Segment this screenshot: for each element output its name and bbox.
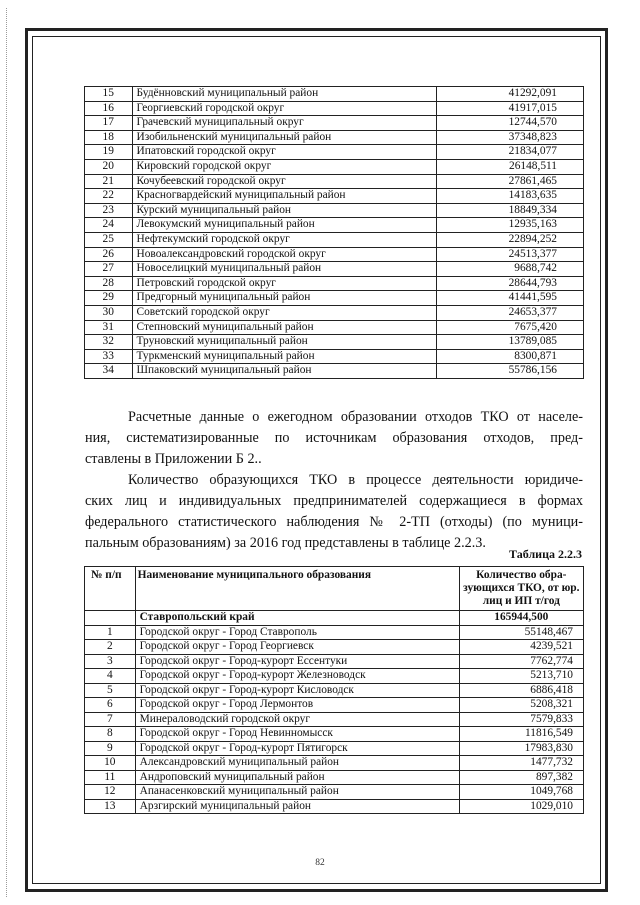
waste-value: 13789,085 bbox=[436, 335, 583, 350]
table-cell bbox=[85, 611, 136, 626]
row-number: 17 bbox=[85, 116, 133, 131]
row-number: 32 bbox=[85, 335, 133, 350]
waste-value: 6886,418 bbox=[459, 683, 583, 698]
row-number: 27 bbox=[85, 262, 133, 277]
municipality-name: Степновский муниципальный район bbox=[132, 320, 436, 335]
row-number: 4 bbox=[85, 669, 136, 684]
row-number: 15 bbox=[85, 87, 133, 102]
row-number: 9 bbox=[85, 741, 136, 756]
municipality-name: Городской округ - Город-курорт Ессентуки bbox=[135, 654, 459, 669]
table-header-row bbox=[85, 567, 584, 611]
waste-value: 41917,015 bbox=[436, 101, 583, 116]
waste-value: 9688,742 bbox=[436, 262, 583, 277]
row-number: 11 bbox=[85, 770, 136, 785]
municipality-name: Туркменский муниципальный район bbox=[132, 349, 436, 364]
row-number: 12 bbox=[85, 785, 136, 800]
row-number: 26 bbox=[85, 247, 133, 262]
table-row bbox=[85, 189, 584, 204]
row-number: 22 bbox=[85, 189, 133, 204]
waste-value: 1477,732 bbox=[459, 756, 583, 771]
table-row bbox=[85, 640, 584, 655]
waste-value: 1029,010 bbox=[459, 799, 583, 814]
table-row bbox=[85, 262, 584, 277]
municipality-name: Городской округ - Город-курорт Пятигорск bbox=[135, 741, 459, 756]
table-row bbox=[85, 276, 584, 291]
row-number: 16 bbox=[85, 101, 133, 116]
paragraph-line: ния, систематизированные по источникам образования отходов, пред- bbox=[85, 430, 583, 446]
table-row bbox=[85, 785, 584, 800]
row-number: 24 bbox=[85, 218, 133, 233]
municipality-name: Нефтекумский городской округ bbox=[132, 232, 436, 247]
municipality-name: Кировский городской округ bbox=[132, 159, 436, 174]
waste-value: 4239,521 bbox=[459, 640, 583, 655]
waste-value: 12935,163 bbox=[436, 218, 583, 233]
table-row bbox=[85, 335, 584, 350]
table-row bbox=[85, 654, 584, 669]
waste-value: 7579,833 bbox=[459, 712, 583, 727]
municipality-name: Курский муниципальный район bbox=[132, 203, 436, 218]
municipality-name: Городской округ - Город Георгиевск bbox=[135, 640, 459, 655]
municipal-waste-table-continued bbox=[84, 86, 584, 379]
table-row bbox=[85, 727, 584, 742]
table-row bbox=[85, 698, 584, 713]
row-number: 30 bbox=[85, 305, 133, 320]
waste-value: 55148,467 bbox=[459, 625, 583, 640]
waste-value: 17983,830 bbox=[459, 741, 583, 756]
row-number: 5 bbox=[85, 683, 136, 698]
table-row bbox=[85, 145, 584, 160]
municipality-name: Левокумский муниципальный район bbox=[132, 218, 436, 233]
municipality-name: Ипатовский городской округ bbox=[132, 145, 436, 160]
row-number: 23 bbox=[85, 203, 133, 218]
row-number: 7 bbox=[85, 712, 136, 727]
table-row bbox=[85, 247, 584, 262]
waste-value: 28644,793 bbox=[436, 276, 583, 291]
table-row bbox=[85, 756, 584, 771]
row-number: 1 bbox=[85, 625, 136, 640]
municipality-name: Шпаковский муниципальный район bbox=[132, 364, 436, 379]
row-number: 28 bbox=[85, 276, 133, 291]
waste-value: 41441,595 bbox=[436, 291, 583, 306]
waste-value: 14183,635 bbox=[436, 189, 583, 204]
table-row bbox=[85, 741, 584, 756]
waste-value: 21834,077 bbox=[436, 145, 583, 160]
municipality-name: Петровский городской округ bbox=[132, 276, 436, 291]
table-row bbox=[85, 305, 584, 320]
row-number: 6 bbox=[85, 698, 136, 713]
waste-value: 27861,465 bbox=[436, 174, 583, 189]
table-row bbox=[85, 159, 584, 174]
municipality-name: Городской округ - Город Невинномысск bbox=[135, 727, 459, 742]
municipality-name: Городской округ - Город-курорт Железноводск bbox=[135, 669, 459, 684]
row-number: 18 bbox=[85, 130, 133, 145]
municipality-name: Александровский муниципальный район bbox=[135, 756, 459, 771]
municipality-name: Городской округ - Город Лермонтов bbox=[135, 698, 459, 713]
row-number: 21 bbox=[85, 174, 133, 189]
table-row bbox=[85, 712, 584, 727]
municipality-name: Грачевский муниципальный округ bbox=[132, 116, 436, 131]
table-row bbox=[85, 203, 584, 218]
row-number: 3 bbox=[85, 654, 136, 669]
municipality-name: Минераловодский городской округ bbox=[135, 712, 459, 727]
municipality-name: Предгорный муниципальный район bbox=[132, 291, 436, 306]
row-number: 8 bbox=[85, 727, 136, 742]
table-row bbox=[85, 87, 584, 102]
paragraph-line: федерального статистического наблюдения № 2-ТП (отходы) (по муници- bbox=[85, 514, 583, 530]
municipality-name: Городской округ - Город-курорт Кисловодск bbox=[135, 683, 459, 698]
waste-value: 12744,570 bbox=[436, 116, 583, 131]
waste-value: 18849,334 bbox=[436, 203, 583, 218]
municipality-name: Труновский муниципальный район bbox=[132, 335, 436, 350]
table-row bbox=[85, 218, 584, 233]
table-row bbox=[85, 174, 584, 189]
waste-value: 7762,774 bbox=[459, 654, 583, 669]
waste-value: 7675,420 bbox=[436, 320, 583, 335]
waste-value: 8300,871 bbox=[436, 349, 583, 364]
row-number: 33 bbox=[85, 349, 133, 364]
scan-margin-dots bbox=[6, 8, 7, 897]
waste-value: 55786,156 bbox=[436, 364, 583, 379]
municipality-name: Арзгирский муниципальный район bbox=[135, 799, 459, 814]
legal-entities-waste-table bbox=[84, 566, 584, 814]
table-row bbox=[85, 291, 584, 306]
row-number: 19 bbox=[85, 145, 133, 160]
waste-value: 11816,549 bbox=[459, 727, 583, 742]
waste-value: 22894,252 bbox=[436, 232, 583, 247]
paragraph-line: пальным образованиям) за 2016 год представлены в таблице 2.2.3. bbox=[85, 535, 486, 551]
waste-value: 24653,377 bbox=[436, 305, 583, 320]
municipality-name: Городской округ - Город Ставрополь bbox=[135, 625, 459, 640]
table-row bbox=[85, 101, 584, 116]
waste-value: 24513,377 bbox=[436, 247, 583, 262]
waste-value: 897,382 bbox=[459, 770, 583, 785]
table-caption: Таблица 2.2.3 bbox=[509, 547, 582, 561]
row-number: 13 bbox=[85, 799, 136, 814]
table-row bbox=[85, 232, 584, 247]
row-number: 31 bbox=[85, 320, 133, 335]
table-row bbox=[85, 625, 584, 640]
table-row bbox=[85, 116, 584, 131]
header-number: № п/п bbox=[85, 567, 136, 611]
table-row bbox=[85, 683, 584, 698]
waste-value: 1049,768 bbox=[459, 785, 583, 800]
municipality-name: Андроповский муниципальный район bbox=[135, 770, 459, 785]
page-number: 82 bbox=[315, 858, 325, 868]
row-number: 2 bbox=[85, 640, 136, 655]
table-row bbox=[85, 320, 584, 335]
row-number: 25 bbox=[85, 232, 133, 247]
paragraph-line: ставлены в Приложении Б 2.. bbox=[85, 451, 262, 467]
municipality-name: Апанасенковский муниципальный район bbox=[135, 785, 459, 800]
paragraph-line: Расчетные данные о ежегодном образовании отходов ТКО от населе- bbox=[128, 409, 583, 425]
municipality-name: Новоселицкий муниципальный район bbox=[132, 262, 436, 277]
municipality-name: Изобильненский муниципальный район bbox=[132, 130, 436, 145]
waste-value: 26148,511 bbox=[436, 159, 583, 174]
table-row bbox=[85, 349, 584, 364]
table-row bbox=[85, 770, 584, 785]
region-value: 165944,500 bbox=[459, 611, 583, 626]
table-row bbox=[85, 364, 584, 379]
header-municipality: Наименование муниципального образования bbox=[135, 567, 459, 611]
table-row bbox=[85, 669, 584, 684]
waste-value: 5208,321 bbox=[459, 698, 583, 713]
waste-value: 37348,823 bbox=[436, 130, 583, 145]
paragraph-line: Количество образующихся ТКО в процессе деятельности юридиче- bbox=[128, 472, 583, 488]
header-quantity: Количество обра-зующихся ТКО, от юр. лиц и ИП т/год bbox=[459, 567, 583, 611]
municipality-name: Новоалександровский городской округ bbox=[132, 247, 436, 262]
region-total-row bbox=[85, 611, 584, 626]
waste-value: 41292,091 bbox=[436, 87, 583, 102]
paragraph-line: ских лиц и индивидуальных предпринимателей содержащиеся в формах bbox=[85, 493, 583, 509]
municipality-name: Георгиевский городской округ bbox=[132, 101, 436, 116]
row-number: 29 bbox=[85, 291, 133, 306]
table-row bbox=[85, 799, 584, 814]
paragraph-population-waste bbox=[85, 407, 583, 470]
waste-value: 5213,710 bbox=[459, 669, 583, 684]
table-row bbox=[85, 130, 584, 145]
row-number: 34 bbox=[85, 364, 133, 379]
row-number: 20 bbox=[85, 159, 133, 174]
municipality-name: Кочубеевский городской округ bbox=[132, 174, 436, 189]
municipality-name: Красногвардейский муниципальный район bbox=[132, 189, 436, 204]
row-number: 10 bbox=[85, 756, 136, 771]
region-name: Ставропольский край bbox=[135, 611, 459, 626]
municipality-name: Будённовский муниципальный район bbox=[132, 87, 436, 102]
municipality-name: Советский городской округ bbox=[132, 305, 436, 320]
paragraph-legal-entities-waste bbox=[85, 470, 583, 554]
